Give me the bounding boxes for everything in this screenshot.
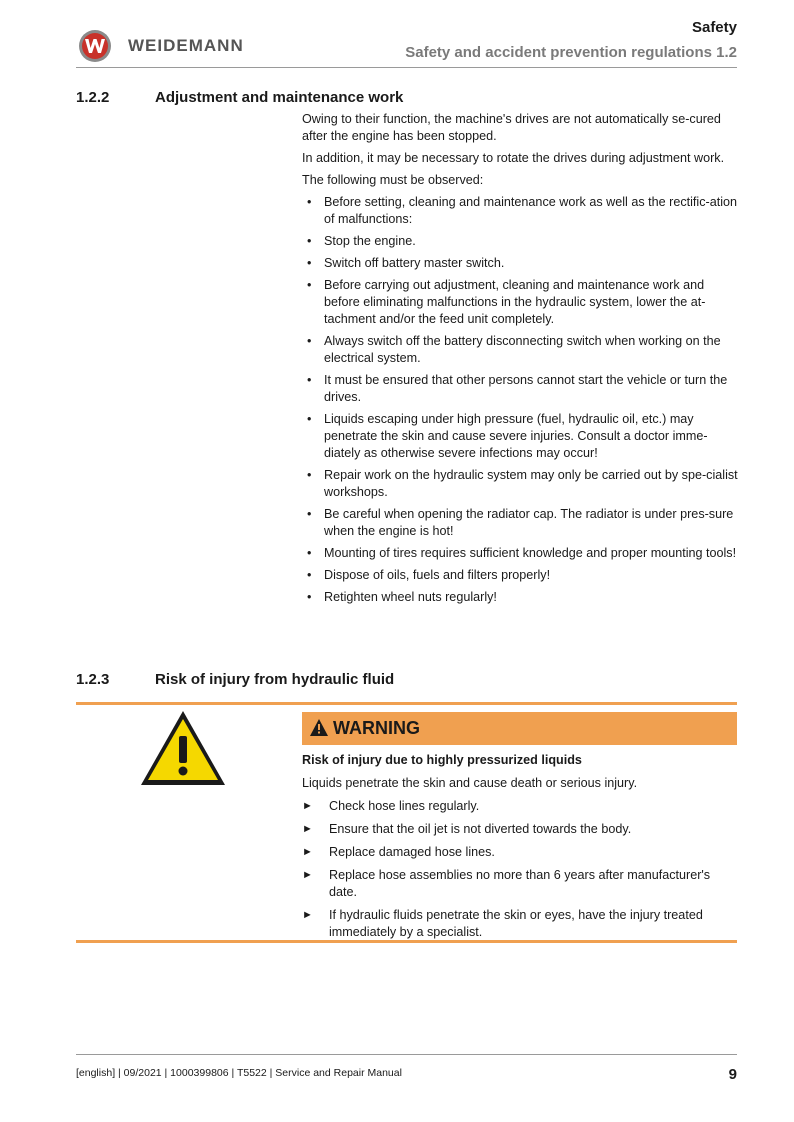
warning-body: [302, 752, 738, 947]
bullet-icon: •: [307, 373, 312, 387]
footer-text: [english] | 09/2021 | 1000399806 | T5522 | Service and Repair Manual: [76, 1067, 402, 1079]
bullet-icon: •: [307, 234, 312, 248]
arrow-right-icon: ►: [302, 800, 313, 812]
warning-signal-word: WARNING: [333, 718, 420, 738]
bullet-icon: •: [307, 568, 312, 582]
list-item: • Dispose of oils, fuels and filters properly!: [307, 568, 551, 582]
bullet-icon: •: [307, 590, 312, 604]
warning-text: Liquids penetrate the skin and cause death or serious injury.: [302, 776, 638, 790]
bullet-list: [302, 194, 738, 606]
bullet-icon: •: [307, 507, 312, 521]
warning-bottom-rule: [76, 940, 737, 943]
list-item: ► Check hose lines regularly.: [302, 799, 480, 813]
header-title: Safety: [691, 19, 737, 36]
list-item: • Be careful when opening the radiator cap. The radiator is under pres-sure when the engine is hot!: [307, 507, 734, 538]
bullet-icon: •: [307, 195, 312, 209]
bullet-icon: •: [307, 334, 312, 348]
header-subtitle: Safety and accident prevention regulations 1.2: [405, 44, 737, 61]
bullet-icon: •: [307, 468, 312, 482]
arrow-right-icon: ►: [302, 823, 313, 835]
list-item: • Stop the engine.: [307, 234, 416, 248]
bullet-icon: •: [307, 546, 312, 560]
footer-divider: [76, 1054, 737, 1055]
list-item: • Before setting, cleaning and maintenance work as well as the rectific-ation of malfunctions:: [307, 195, 738, 226]
bullet-icon: •: [307, 278, 312, 292]
bullet-icon: •: [307, 412, 312, 426]
list-item: ► If hydraulic fluids penetrate the skin or eyes, have the injury treated immediately by a specialist.: [302, 908, 703, 939]
list-item: • Switch off battery master switch.: [307, 256, 505, 270]
header-divider: [76, 67, 737, 68]
list-item: • Always switch off the battery disconnecting switch when working on the electrical system.: [307, 334, 721, 365]
bullet-icon: •: [307, 256, 312, 270]
paragraph: The following must be observed:: [302, 173, 484, 187]
arrow-right-icon: ►: [302, 869, 313, 881]
list-item: • Mounting of tires requires sufficient knowledge and proper mounting tools!: [307, 546, 737, 560]
list-item: • Retighten wheel nuts regularly!: [307, 590, 497, 604]
section-title: Adjustment and maintenance work: [155, 89, 404, 106]
arrow-right-icon: ►: [302, 846, 313, 858]
list-item: • Liquids escaping under high pressure (fuel, hydraulic oil, etc.) may penetrate the skin and cause severe injuries. Consult a doctor imme-diately as otherwise severe infections may occur!: [307, 412, 708, 460]
list-item: • Before carrying out adjustment, cleaning and maintenance work and before eliminating malfunctions in the hydraulic system, lower the at-tachment and/or the feed unit completely.: [307, 278, 706, 326]
section-body: [302, 111, 738, 611]
section-number: 1.2.3: [76, 671, 110, 688]
warning-banner: [302, 712, 737, 745]
section-title: Risk of injury from hydraulic fluid: [155, 671, 395, 688]
action-list: [302, 798, 738, 941]
list-item: • Repair work on the hydraulic system may only be carried out by spe-cialist workshops.: [307, 468, 738, 499]
list-item: ► Replace hose assemblies no more than 6 years after manufacturer's date.: [302, 868, 711, 899]
warning-heading: Risk of injury due to highly pressurized liquids: [302, 753, 582, 767]
brand-name: WEIDEMANN: [128, 36, 244, 55]
weidemann-logo-icon: [78, 29, 112, 63]
warning-small-icon: [310, 719, 328, 736]
warning-triangle-icon: [138, 708, 228, 788]
paragraph: Owing to their function, the machine's drives are not automatically se-cured after the engine has been stopped.: [302, 112, 721, 143]
list-item: • It must be ensured that other persons cannot start the vehicle or turn the drives.: [307, 373, 728, 404]
warning-top-rule: [76, 702, 737, 705]
paragraph: In addition, it may be necessary to rotate the drives during adjustment work.: [302, 151, 725, 165]
section-number: 1.2.2: [76, 89, 110, 106]
arrow-right-icon: ►: [302, 909, 313, 921]
list-item: ► Replace damaged hose lines.: [302, 845, 495, 859]
page-number: 9: [728, 1066, 737, 1083]
list-item: ► Ensure that the oil jet is not diverted towards the body.: [302, 822, 632, 836]
